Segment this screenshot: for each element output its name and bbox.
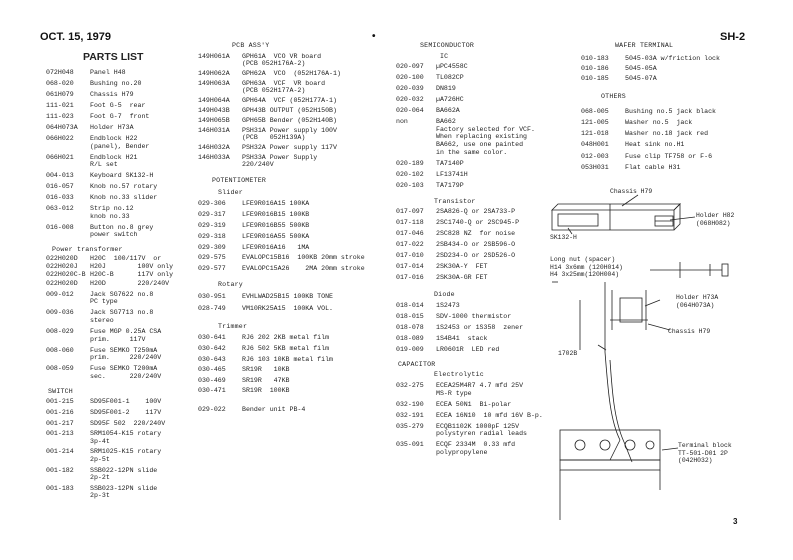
parts-row [46, 102, 145, 110]
part-description: SDV-1000 thermistor [436, 312, 512, 320]
part-code: 149H064A [198, 97, 230, 105]
parts-row [46, 135, 149, 150]
part-description: SSB022-12PN slide 2p-2t [90, 466, 158, 482]
part-description: 2SK30A-GR FET [436, 274, 488, 282]
part-description: 1S4B41 stack [436, 334, 488, 342]
parts-row [46, 205, 134, 220]
part-code: 111-021 [46, 102, 74, 109]
parts-row [581, 141, 684, 149]
part-code: 020-032 [396, 96, 424, 104]
part-description: Endblock H22 (panel), Bender [90, 135, 150, 150]
part-description: Bushing no.5 jack black [625, 107, 717, 115]
part-code: 029-577 [198, 265, 226, 273]
part-code: 030-469 [198, 376, 226, 384]
part-description: Strip no.12 knob no.33 [90, 205, 134, 220]
page-number: 3 [733, 517, 738, 526]
part-code: 149H065B [198, 116, 230, 124]
part-code: 020-039 [396, 85, 424, 93]
part-code: non [396, 118, 408, 126]
part-code: 010-186 [581, 64, 609, 72]
part-description: Jack SG7713 no.8 stereo [90, 309, 154, 324]
semiconductor-heading: SEMICONDUCTOR [420, 42, 475, 49]
part-code: 017-010 [396, 252, 424, 260]
part-code: 020-103 [396, 181, 424, 189]
power-transformer-heading: Power transformer [52, 246, 123, 254]
part-code: 061H079 [46, 91, 74, 98]
part-code: 029-022 [198, 406, 226, 413]
part-description: ECEA25M4R7 4.7 mfd 25V MS-R type [436, 382, 524, 397]
part-description: Button no.8 grey power switch [90, 223, 154, 239]
parts-row [198, 80, 325, 95]
part-description: H20C 100/117V or [90, 255, 162, 262]
part-code: 017-097 [396, 208, 424, 216]
parts-row [396, 382, 523, 397]
parts-row [396, 85, 456, 93]
parts-row [46, 291, 153, 306]
part-description: RJ6 103 10KB metal film [242, 355, 334, 363]
part-code: 018-014 [396, 301, 424, 309]
part-description: Washer no.18 jack red [625, 130, 709, 138]
date-header: OCT. 15, 1979 [40, 31, 111, 43]
part-code: 035-091 [396, 441, 424, 449]
part-description: SSB023-12PN slide 2p-3t [90, 484, 158, 500]
part-code: 009-036 [46, 309, 74, 317]
parts-row [396, 252, 515, 260]
parts-row [396, 219, 519, 227]
parts-row [396, 96, 464, 104]
parts-row [46, 398, 161, 406]
parts-row [46, 183, 157, 191]
part-code: 001-216 [46, 409, 74, 416]
parts-row [198, 345, 329, 353]
part-description: Foot G-5 rear [90, 102, 146, 109]
part-code: 017-046 [396, 230, 424, 238]
others-heading: OTHERS [601, 93, 626, 101]
part-code: 030-643 [198, 355, 226, 363]
part-description: ECQB1102K 1000pF 125V polystyren radial leads [436, 422, 528, 438]
part-code: 020-102 [396, 170, 424, 178]
parts-row [396, 423, 527, 438]
parts-row [46, 69, 126, 77]
parts-row [198, 107, 337, 115]
chassis-label-2: Chassis H79 [668, 328, 711, 335]
chassis-label: Chassis H79 [610, 188, 653, 195]
part-description: Foot G-7 front [90, 113, 150, 120]
part-code: 008-060 [46, 346, 74, 354]
part-description: 2SA826-Q or 2SA733-P [436, 208, 516, 216]
part-code: 022H020C-B [46, 271, 86, 279]
part-description: RJ6 202 2KB metal film [242, 334, 330, 342]
part-description: ECEA 16N10 10 mfd 16V B-p. [436, 411, 543, 419]
parts-row [46, 328, 161, 343]
parts-row [198, 127, 337, 142]
part-code: 008-059 [46, 365, 74, 373]
parts-row [581, 108, 716, 116]
part-code: 010-183 [581, 54, 609, 62]
part-code: 001-215 [46, 398, 74, 406]
part-description: SRM1025-K15 rotary 2p-5t [90, 448, 162, 463]
part-description: EVHLWAD25B15 100KB TONE [242, 292, 334, 300]
parts-row [581, 75, 657, 83]
part-description: BA662A [436, 107, 460, 115]
part-description: Washer no.5 jack [625, 119, 693, 126]
part-code: 121-005 [581, 119, 609, 126]
assembly-diagram [550, 190, 790, 520]
part-description: LFE9R016A55 500KA [242, 232, 310, 240]
parts-row [46, 271, 173, 279]
bender-row [198, 406, 305, 414]
part-description: 2SC828 NZ for noise [436, 230, 516, 238]
parts-row [396, 230, 515, 238]
parts-row [46, 255, 161, 263]
parts-row [198, 293, 333, 301]
part-description: Fuse MGP 0.25A CSA prim. 117V [90, 328, 162, 343]
capacitor-heading: CAPACITOR [398, 360, 436, 368]
keyboard-label: SK132-H [550, 234, 577, 241]
parts-row [198, 154, 317, 169]
terminal-block-label: Terminal block TT-501-D01 2P (042H032) [678, 442, 732, 464]
parts-row [396, 63, 468, 71]
part-code: 001-213 [46, 430, 74, 438]
parts-row [198, 222, 309, 230]
part-description: 1S2473 [436, 301, 460, 309]
part-code: 146H032A [198, 144, 230, 151]
parts-row [46, 420, 165, 428]
holder-h73a-label: Holder H73A (064H073A) [676, 294, 719, 309]
part-description: GPH61A VCO VR board (PCB 052H176A-2) [242, 52, 322, 68]
parts-row [581, 164, 680, 172]
part-code: 017-022 [396, 241, 424, 249]
parts-row [198, 211, 309, 219]
part-code: 018-089 [396, 334, 424, 342]
parts-row [396, 441, 515, 456]
part-code: 064H073A [46, 124, 78, 131]
part-code: 146H033A [198, 153, 230, 161]
part-code: 066H022 [46, 135, 74, 142]
part-description: SD95F 502 220/240V [90, 419, 166, 427]
part-description: Chassis H79 [90, 91, 134, 98]
part-code: 149H063A [198, 79, 230, 87]
part-code: 030-641 [198, 334, 226, 342]
page-code: SH-2 [720, 31, 746, 43]
parts-row [198, 53, 321, 68]
part-code: 030-951 [198, 292, 226, 300]
switch-heading: SWITCH [48, 387, 73, 395]
part-description: GPH65B Bender (052H140B) [242, 116, 337, 124]
parts-row [396, 401, 511, 409]
part-code: 072H048 [46, 69, 74, 76]
part-code: 004-013 [46, 172, 74, 180]
parts-row [198, 366, 289, 374]
part-description: Knob no.57 rotary [90, 183, 158, 191]
parts-row [46, 113, 149, 121]
part-description: LFE9R016B55 500KB [242, 222, 310, 229]
part-description: Bender unit PB-4 [242, 406, 306, 413]
parts-row [396, 208, 515, 216]
part-description: Heat sink no.H1 [625, 141, 685, 149]
potentiometer-heading: POTENTIOMETER [212, 177, 267, 185]
part-code: 146H031A [198, 126, 230, 134]
part-description: LFE9R016B15 100KB [242, 211, 310, 219]
part-description: GPH63A VCF VR board (PCB 052H177A-2) [242, 79, 326, 95]
parts-row [198, 265, 365, 273]
parts-row [396, 324, 523, 332]
part-description: VM10RK25A15 100KA VOL. [242, 304, 334, 312]
part-description: SR19R 100KB [242, 387, 290, 395]
parts-row [46, 263, 173, 271]
parts-row [198, 144, 337, 152]
part-code: 017-118 [396, 219, 424, 227]
parts-row [581, 153, 712, 161]
part-description: Endblock H21 R/L set [90, 153, 138, 169]
parts-row [198, 97, 337, 105]
part-code: 053H031 [581, 163, 609, 171]
part-code: 019-009 [396, 345, 424, 353]
electrolytic-heading: Electrolytic [434, 371, 484, 379]
part-description: SD95F001-1 100V [90, 398, 162, 406]
parts-row [198, 233, 309, 241]
part-description: TA7140P [436, 159, 464, 167]
part-code: 029-318 [198, 232, 226, 240]
parts-row [46, 194, 157, 202]
part-code: 149H043B [198, 107, 230, 114]
part-code: 012-003 [581, 152, 609, 160]
trimmer-heading: Trimmer [218, 322, 248, 330]
part-description: H20C-B 117V only [90, 271, 174, 279]
part-description: Fuse clip TF758 or F-6 [625, 152, 713, 160]
part-code: 032-275 [396, 382, 424, 389]
part-description: SR19R 47KB [242, 376, 290, 384]
parts-row [396, 346, 499, 354]
part-code: 020-100 [396, 74, 424, 82]
part-description: Fuse SEMKO T200mA sec. 220/240V [90, 365, 162, 380]
long-nut-label: Long nut (spacer) H14 3x6mm (120H014) H4 3x25mm(120H004) [550, 256, 623, 278]
part-code: 030-471 [198, 387, 226, 395]
part-code: 020-189 [396, 159, 424, 167]
part-code: 068-005 [581, 107, 609, 115]
part-description: EVALOPC15A26 2MA 20mm stroke [242, 265, 365, 273]
part-code: 149H062A [198, 70, 230, 77]
part-description: 2SC1740-Q or 2SC945-P [436, 219, 520, 227]
part-code: 066H021 [46, 153, 74, 161]
part-code: 149H061A [198, 52, 230, 60]
part-code: 030-465 [198, 366, 226, 374]
part-code: 001-214 [46, 448, 74, 456]
part-code: 016-008 [46, 223, 74, 231]
parts-row [581, 65, 657, 73]
part-code: 016-057 [46, 183, 74, 191]
parts-row [198, 334, 329, 342]
assembly-drawing [550, 190, 790, 520]
part-description: GPH64A VCF (052H177A-1) [242, 97, 337, 105]
part-description: TA7179P [436, 181, 464, 189]
parts-row [46, 467, 157, 482]
holder-h82-label: Holder H82 (068H082) [696, 212, 735, 227]
part-description: PSH33A Power Supply 220/240V [242, 153, 318, 169]
part-description: µA726HC [436, 96, 464, 104]
ic-heading: IC [440, 52, 449, 60]
parts-row [46, 365, 161, 380]
part-code: 017-014 [396, 263, 424, 271]
part-description: GPH43B OUTPUT (052H150B) [242, 107, 337, 114]
part-code: 020-097 [396, 63, 424, 71]
part-description: Keyboard SK132-H [90, 172, 154, 180]
parts-row [581, 119, 692, 127]
parts-row [46, 80, 141, 88]
part-code: 030-642 [198, 345, 226, 352]
part-code: 111-023 [46, 113, 74, 120]
parts-row [198, 387, 289, 395]
part-code: 121-018 [581, 130, 609, 138]
part-code: 032-190 [396, 400, 424, 408]
part-description: PSH31A Power supply 100V (PCB 052H139A) [242, 126, 337, 142]
parts-row [198, 244, 309, 252]
parts-row [581, 55, 720, 63]
part-code: 017-016 [396, 274, 424, 282]
rotary-heading: Rotary [218, 281, 243, 288]
parts-row [46, 154, 137, 169]
parts-row [396, 171, 468, 179]
part-description: H20D 220/240V [90, 279, 170, 287]
parts-row [581, 130, 708, 138]
diode-heading: Diode [434, 291, 455, 299]
parts-row [396, 118, 535, 156]
transistor-heading: Transistor [434, 197, 476, 205]
parts-row [396, 107, 460, 115]
part-description: H20J 100V only [90, 263, 174, 271]
part-description: Fuse SEMKO T250mA prim. 220/240V [90, 346, 162, 362]
part-code: 029-319 [198, 222, 226, 229]
part-description: 2SK30A-Y FET [436, 263, 488, 271]
parts-row [396, 335, 487, 343]
part-description: SD95F001-2 117V [90, 409, 162, 416]
wafer-terminal-heading: WAFER TERMINAL [615, 42, 674, 49]
part-description: 2SD234-O or 2SD526-O [436, 252, 516, 260]
part-description: ECQF 2334M 0.33 mfd polypropylene [436, 441, 516, 456]
part-description: SR19R 10KB [242, 366, 290, 374]
pcb-assy-heading: PCB ASS'Y [232, 42, 270, 49]
parts-row [46, 280, 169, 288]
part-description: 5045-03A w/friction lock [625, 54, 720, 62]
parts-row [46, 224, 153, 239]
parts-row [198, 70, 341, 78]
part-code: 063-012 [46, 205, 74, 213]
part-description: µPC4558C [436, 63, 468, 71]
part-description: EVALOPC15B16 100KB 20mm stroke [242, 254, 365, 262]
part-description: 5045-05A [625, 64, 657, 72]
parts-list-title: PARTS LIST [83, 51, 144, 63]
parts-row [198, 305, 333, 313]
part-code: 068-020 [46, 80, 74, 87]
part-1702b-label: 1702B [558, 350, 578, 357]
slider-heading: Slider [218, 188, 243, 196]
part-code: 029-575 [198, 254, 226, 262]
parts-row [46, 347, 161, 362]
part-description: LF13741H [436, 170, 468, 178]
part-code: 022H020D [46, 255, 78, 262]
part-description: Flat cable H31 [625, 163, 681, 171]
part-code: 020-064 [396, 107, 424, 115]
part-description: LFE9R016A15 100KA [242, 200, 310, 208]
part-description: TL082CP [436, 74, 464, 82]
part-description: 5045-07A [625, 75, 657, 82]
part-code: 018-078 [396, 323, 424, 331]
parts-row [46, 91, 134, 99]
part-code: 035-279 [396, 422, 424, 430]
part-code: 029-309 [198, 243, 226, 251]
part-description: BA662 Factory selected for VCF. When replacing existing BA662, use one painted in the same color. [436, 118, 535, 156]
parts-row [396, 302, 460, 310]
center-dot: • [372, 31, 376, 42]
part-code: 022H020J [46, 263, 78, 271]
part-code: 048H001 [581, 141, 609, 149]
part-code: 008-029 [46, 328, 74, 335]
parts-row [396, 412, 543, 420]
part-description: Jack SG7622 no.8 PC type [90, 290, 154, 306]
part-code: 009-012 [46, 290, 74, 298]
part-code: 001-217 [46, 419, 74, 427]
parts-row [198, 200, 309, 208]
parts-row [46, 448, 161, 463]
part-code: 029-317 [198, 211, 226, 219]
parts-row [46, 124, 134, 132]
part-code: 010-185 [581, 75, 609, 82]
part-description: 1S2453 or 1S358 zener [436, 323, 524, 331]
part-code: 001-182 [46, 466, 74, 474]
part-code: 018-015 [396, 312, 424, 320]
part-description: RJ6 502 5KB metal film [242, 345, 330, 352]
parts-row [396, 160, 464, 168]
parts-row [46, 485, 157, 500]
parts-row [46, 409, 161, 417]
parts-row [396, 274, 487, 282]
parts-row [396, 241, 515, 249]
parts-row [396, 263, 487, 271]
part-code: 032-191 [396, 411, 424, 419]
part-description: GPH62A VCO (052H176A-1) [242, 70, 341, 77]
part-code: 029-306 [198, 200, 226, 208]
part-description: LFE9R016A16 1MA [242, 243, 310, 251]
part-description: DN819 [436, 85, 456, 93]
part-description: SRM1054-K15 rotary 3p-4t [90, 430, 162, 445]
parts-row [198, 117, 337, 125]
parts-row [396, 74, 464, 82]
part-code: 022H020D [46, 279, 78, 287]
parts-row [198, 254, 365, 262]
part-code: 016-033 [46, 194, 74, 202]
part-code: 001-183 [46, 484, 74, 492]
parts-row [46, 172, 153, 180]
part-description: ECEA 50N1 Bi-polar [436, 400, 512, 408]
part-description: PSH32A Power supply 117V [242, 144, 337, 151]
parts-row [396, 313, 511, 321]
parts-row [198, 356, 333, 364]
parts-row [46, 309, 153, 324]
part-description: LR0601R LED red [436, 345, 500, 353]
part-description: Holder H73A [90, 124, 134, 131]
part-code: 028-749 [198, 304, 226, 312]
parts-row [396, 182, 464, 190]
part-description: Panel H48 [90, 69, 126, 76]
part-description: Bushing no.20 [90, 80, 142, 87]
parts-row [46, 430, 161, 445]
part-description: 2SB434-O or 2SB596-O [436, 241, 516, 249]
part-description: Knob no.33 slider [90, 194, 158, 202]
parts-row [198, 377, 289, 385]
